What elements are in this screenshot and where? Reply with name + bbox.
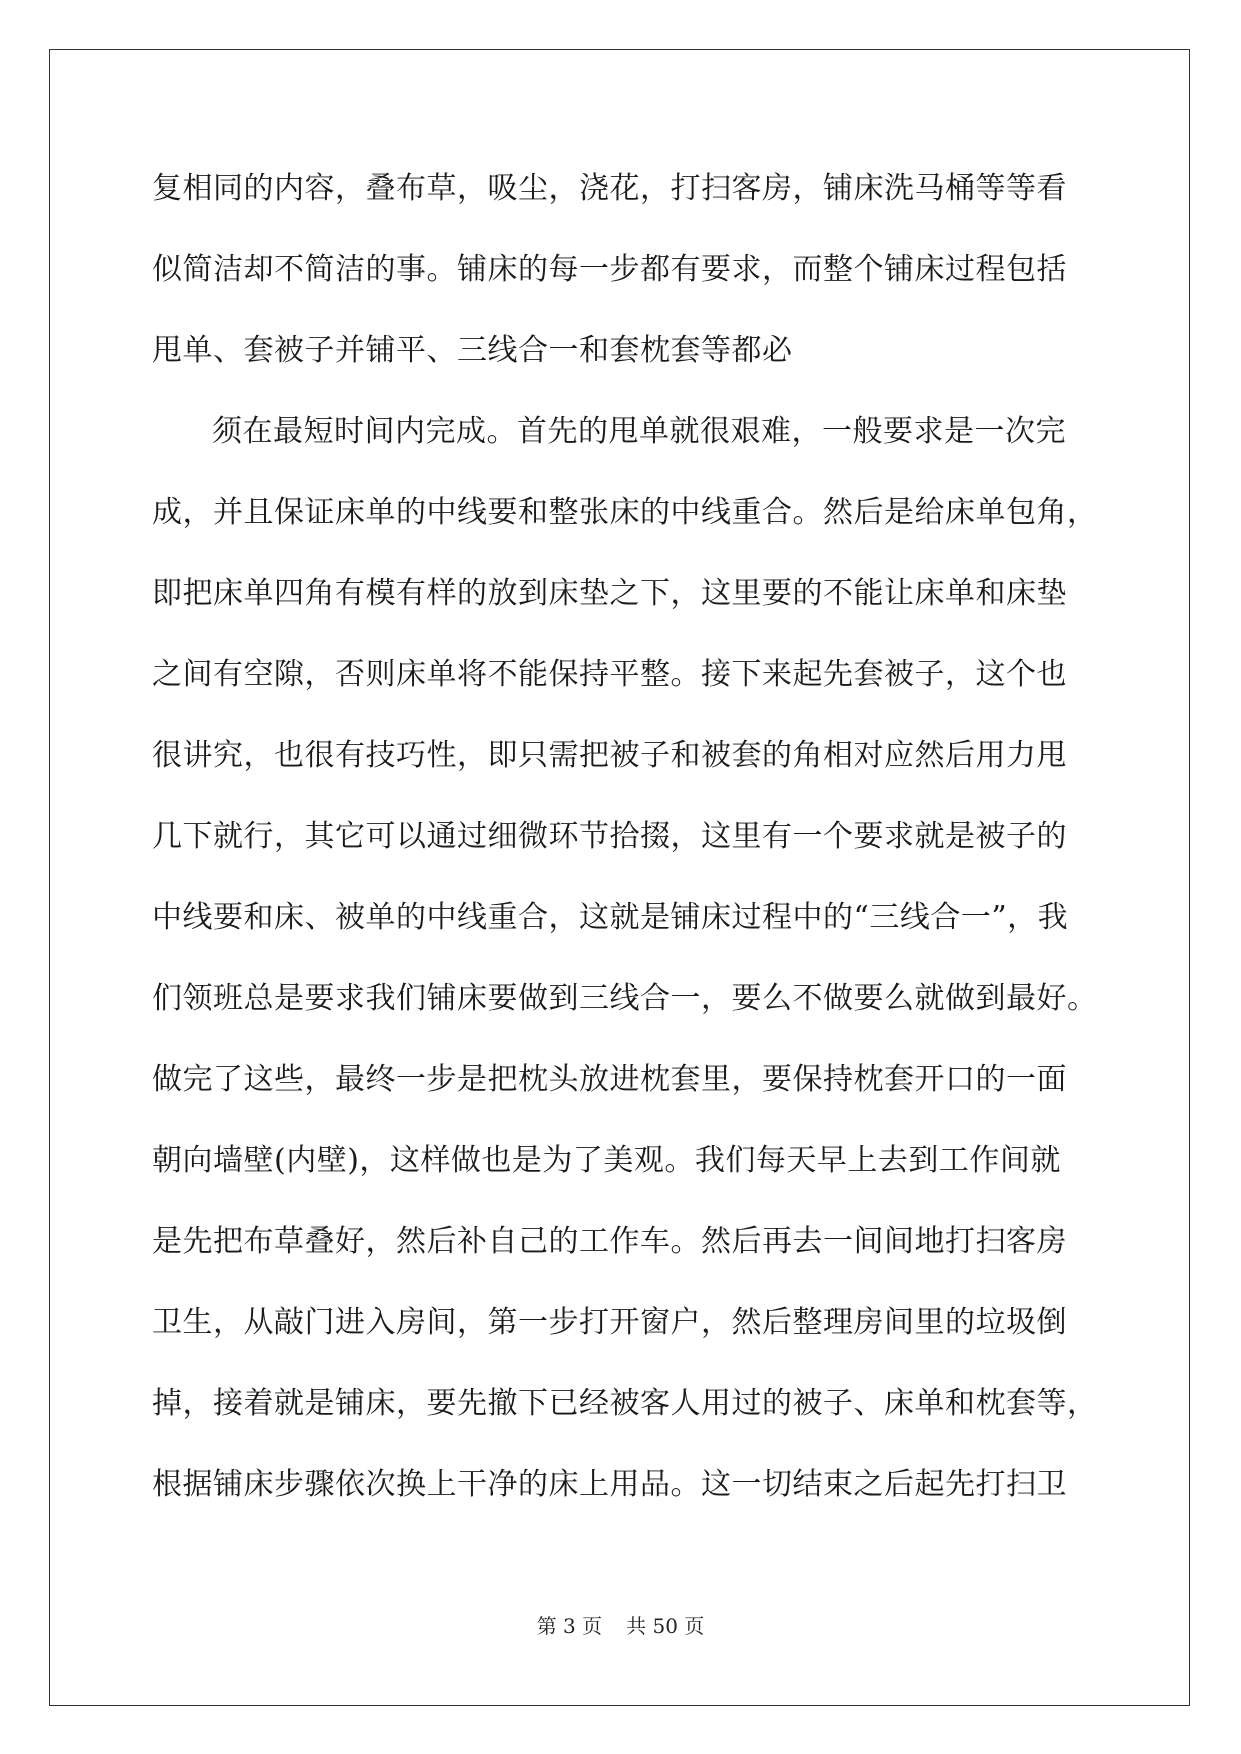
page-number: 第 3 页 [536,1614,603,1638]
text-line: 做完了这些，最终一步是把枕头放进枕套里，要保持枕套开口的一面 [152,1062,1067,1097]
text-line: 似简洁却不简洁的事。铺床的每一步都有要求，而整个铺床过程包括 [152,252,1067,287]
text-line: 是先把布草叠好，然后补自己的工作车。然后再去一间间地打扫客房 [152,1224,1067,1259]
text-line: 几下就行，其它可以通过细微环节拾掇，这里有一个要求就是被子的 [152,819,1067,854]
text-line: 中线要和床、被单的中线重合，这就是铺床过程中的“三线合一”，我 [152,900,1069,935]
text-line-paragraph-start: 须在最短时间内完成。首先的甩单就很艰难，一般要求是一次完 [212,414,1066,449]
text-line: 复相同的内容，叠布草，吸尘，浇花，打扫客房，铺床洗马桶等等看 [152,171,1067,206]
text-line: 即把床单四角有模有样的放到床垫之下，这里要的不能让床单和床垫 [152,576,1067,611]
text-line: 卫生，从敲门进入房间，第一步打开窗户，然后整理房间里的垃圾倒 [152,1305,1067,1340]
text-line: 们领班总是要求我们铺床要做到三线合一，要么不做要么就做到最好。 [152,981,1098,1016]
text-line: 掉，接着就是铺床，要先撤下已经被客人用过的被子、床单和枕套等， [152,1386,1098,1421]
text-line: 很讲究，也很有技巧性，即只需把被子和被套的角相对应然后用力甩 [152,738,1067,773]
text-line: 成，并且保证床单的中线要和整张床的中线重合。然后是给床单包角， [152,495,1098,530]
text-line: 甩单、套被子并铺平、三线合一和套枕套等都必 [152,333,793,368]
page-total: 共 50 页 [626,1614,705,1638]
text-line: 根据铺床步骤依次换上干净的床上用品。这一切结束之后起先打扫卫 [152,1467,1067,1502]
document-body [152,160,1097,1537]
page-footer [0,1610,1241,1639]
text-line: 朝向墙壁(内壁)，这样做也是为了美观。我们每天早上去到工作间就 [152,1143,1061,1178]
text-line: 之间有空隙，否则床单将不能保持平整。接下来起先套被子，这个也 [152,657,1067,692]
